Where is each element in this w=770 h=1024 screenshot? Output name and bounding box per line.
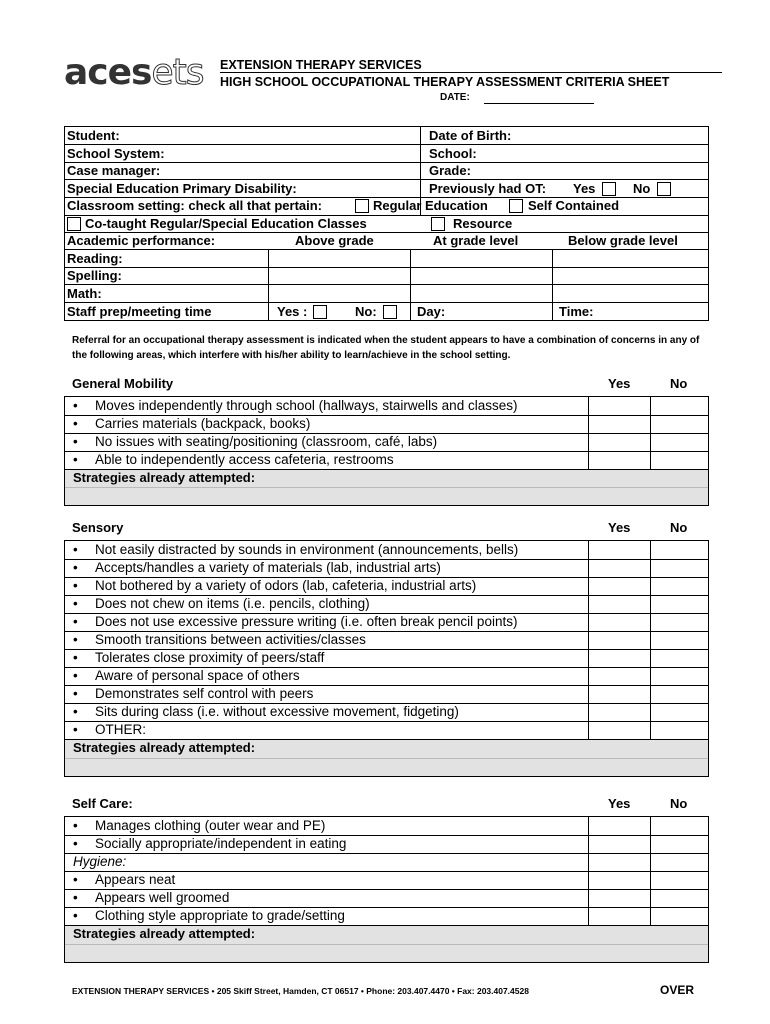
mobility-title: General Mobility xyxy=(72,376,174,391)
dob-label: Date of Birth: xyxy=(429,128,512,143)
at-grade-header: At grade level xyxy=(433,233,519,248)
mobility-yes-header: Yes xyxy=(608,376,631,391)
classroom-setting-label: Classroom setting: check all that pertain: xyxy=(67,198,323,213)
referral-text: Referral for an occupational therapy assessment is indicated when the student appears to have a combination of concerns in any of the following areas, which interfere with his/her ability to learn/achieve in the school setting. xyxy=(72,335,700,361)
list-item: • Appears well groomed xyxy=(73,890,230,905)
list-item: • Accepts/handles a variety of materials (lab, industrial arts) xyxy=(73,560,441,575)
list-item: • Carries materials (backpack, books) xyxy=(73,416,311,431)
list-item: • Does not chew on items (i.e. pencils, clothing) xyxy=(73,596,370,611)
hygiene-label: Hygiene: xyxy=(73,854,127,869)
spelling-label: Spelling: xyxy=(67,268,122,283)
list-item: • No issues with seating/positioning (classroom, café, labs) xyxy=(73,434,438,449)
self-contained-checkbox[interactable] xyxy=(509,199,523,213)
regular-education-label: Regular Education xyxy=(373,198,488,213)
list-item: • Tolerates close proximity of peers/staff xyxy=(73,650,325,665)
regular-education-checkbox[interactable] xyxy=(355,199,369,213)
list-item: • OTHER: xyxy=(73,722,147,737)
no-column-line xyxy=(650,541,651,740)
row-line xyxy=(65,267,708,268)
time-label: Time: xyxy=(559,304,594,319)
list-item: • Clothing style appropriate to grade/setting xyxy=(73,908,345,923)
row-line xyxy=(65,944,708,945)
student-label: Student: xyxy=(67,128,120,143)
row-line xyxy=(65,853,708,854)
selfcare-title: Self Care: xyxy=(72,796,133,811)
list-item: • Does not use excessive pressure writing (i.e. often break pencil points) xyxy=(73,614,518,629)
list-item: • Socially appropriate/independent in eating xyxy=(73,836,347,851)
staff-no-checkbox[interactable] xyxy=(383,305,397,319)
school-label: School: xyxy=(429,146,477,161)
previously-ot-yes-label: Yes xyxy=(573,181,596,196)
header-title: EXTENSION THERAPY SERVICES xyxy=(220,58,422,72)
previously-ot-label: Previously had OT: xyxy=(429,181,547,196)
staff-yes-checkbox[interactable] xyxy=(313,305,327,319)
list-item: • Not easily distracted by sounds in environment (announcements, bells) xyxy=(73,542,519,557)
staff-yes-label: Yes : xyxy=(277,304,308,319)
list-item: • Smooth transitions between activities/classes xyxy=(73,632,366,647)
list-item: • Not bothered by a variety of odors (lab, cafeteria, industrial arts) xyxy=(73,578,477,593)
row-line xyxy=(65,284,708,285)
grid-line xyxy=(268,249,269,320)
selfcare-table xyxy=(64,816,709,963)
student-info-table xyxy=(64,126,709,321)
selfcare-no-header: No xyxy=(670,796,688,811)
list-item: • Aware of personal space of others xyxy=(73,668,300,683)
strategies-label: Strategies already attempted: xyxy=(73,470,256,485)
sensory-title: Sensory xyxy=(72,520,124,535)
resource-label: Resource xyxy=(453,216,513,231)
strategies-label: Strategies already attempted: xyxy=(73,926,256,941)
cotaught-checkbox[interactable] xyxy=(67,217,81,231)
previously-ot-no-label: No xyxy=(633,181,651,196)
row-line xyxy=(65,487,708,488)
school-system-label: School System: xyxy=(67,146,165,161)
sensory-no-header: No xyxy=(670,520,688,535)
header-subtitle: HIGH SCHOOL OCCUPATIONAL THERAPY ASSESSMENT CRITERIA SHEET xyxy=(220,75,670,89)
mobility-no-header: No xyxy=(670,376,688,391)
above-grade-header: Above grade xyxy=(295,233,374,248)
reading-label: Reading: xyxy=(67,251,123,266)
list-item: • Sits during class (i.e. without excessive movement, fidgeting) xyxy=(73,704,459,719)
selfcare-yes-header: Yes xyxy=(608,796,631,811)
footer-address: EXTENSION THERAPY SERVICES • 205 Skiff Street, Hamden, CT 06517 • Phone: 203.407.4470 • Fax: 203.407.4528 xyxy=(72,986,529,996)
row-line xyxy=(65,179,708,180)
cotaught-label: Co-taught Regular/Special Education Classes xyxy=(85,216,367,231)
academic-performance-label: Academic performance: xyxy=(67,233,216,248)
logo-ets-text: ets xyxy=(151,52,204,93)
self-contained-label: Self Contained xyxy=(528,198,620,213)
previously-ot-yes-checkbox[interactable] xyxy=(602,182,616,196)
over-label: OVER xyxy=(660,983,695,997)
header-rule xyxy=(220,72,722,73)
date-field[interactable] xyxy=(484,103,594,104)
math-label: Math: xyxy=(67,286,102,301)
staff-prep-label: Staff prep/meeting time xyxy=(67,304,212,319)
row-line xyxy=(65,302,708,303)
list-item: • Appears neat xyxy=(73,872,176,887)
grid-line xyxy=(552,249,553,320)
row-line xyxy=(65,144,708,145)
yes-column-line xyxy=(588,541,589,740)
case-manager-label: Case manager: xyxy=(67,163,161,178)
previously-ot-no-checkbox[interactable] xyxy=(657,182,671,196)
below-grade-header: Below grade level xyxy=(568,233,678,248)
row-line xyxy=(65,249,708,250)
row-line xyxy=(65,758,708,759)
list-item: • Moves independently through school (hallways, stairwells and classes) xyxy=(73,398,518,413)
row-line xyxy=(65,162,708,163)
row-line xyxy=(65,721,708,722)
date-label: DATE: xyxy=(440,92,470,103)
logo-aces-text: aces xyxy=(64,52,152,93)
grid-line xyxy=(410,249,411,320)
list-item: • Able to independently access cafeteria, restrooms xyxy=(73,452,394,467)
mobility-table xyxy=(64,396,709,506)
list-item: • Manages clothing (outer wear and PE) xyxy=(73,818,326,833)
aces-ets-logo xyxy=(64,52,204,92)
list-item: • Demonstrates self control with peers xyxy=(73,686,314,701)
sensory-yes-header: Yes xyxy=(608,520,631,535)
strategies-label: Strategies already attempted: xyxy=(73,740,256,755)
grade-label: Grade: xyxy=(429,163,471,178)
sensory-table xyxy=(64,540,709,777)
day-label: Day: xyxy=(417,304,446,319)
disability-label: Special Education Primary Disability: xyxy=(67,181,297,196)
staff-no-label: No: xyxy=(355,304,377,319)
resource-checkbox[interactable] xyxy=(431,217,445,231)
